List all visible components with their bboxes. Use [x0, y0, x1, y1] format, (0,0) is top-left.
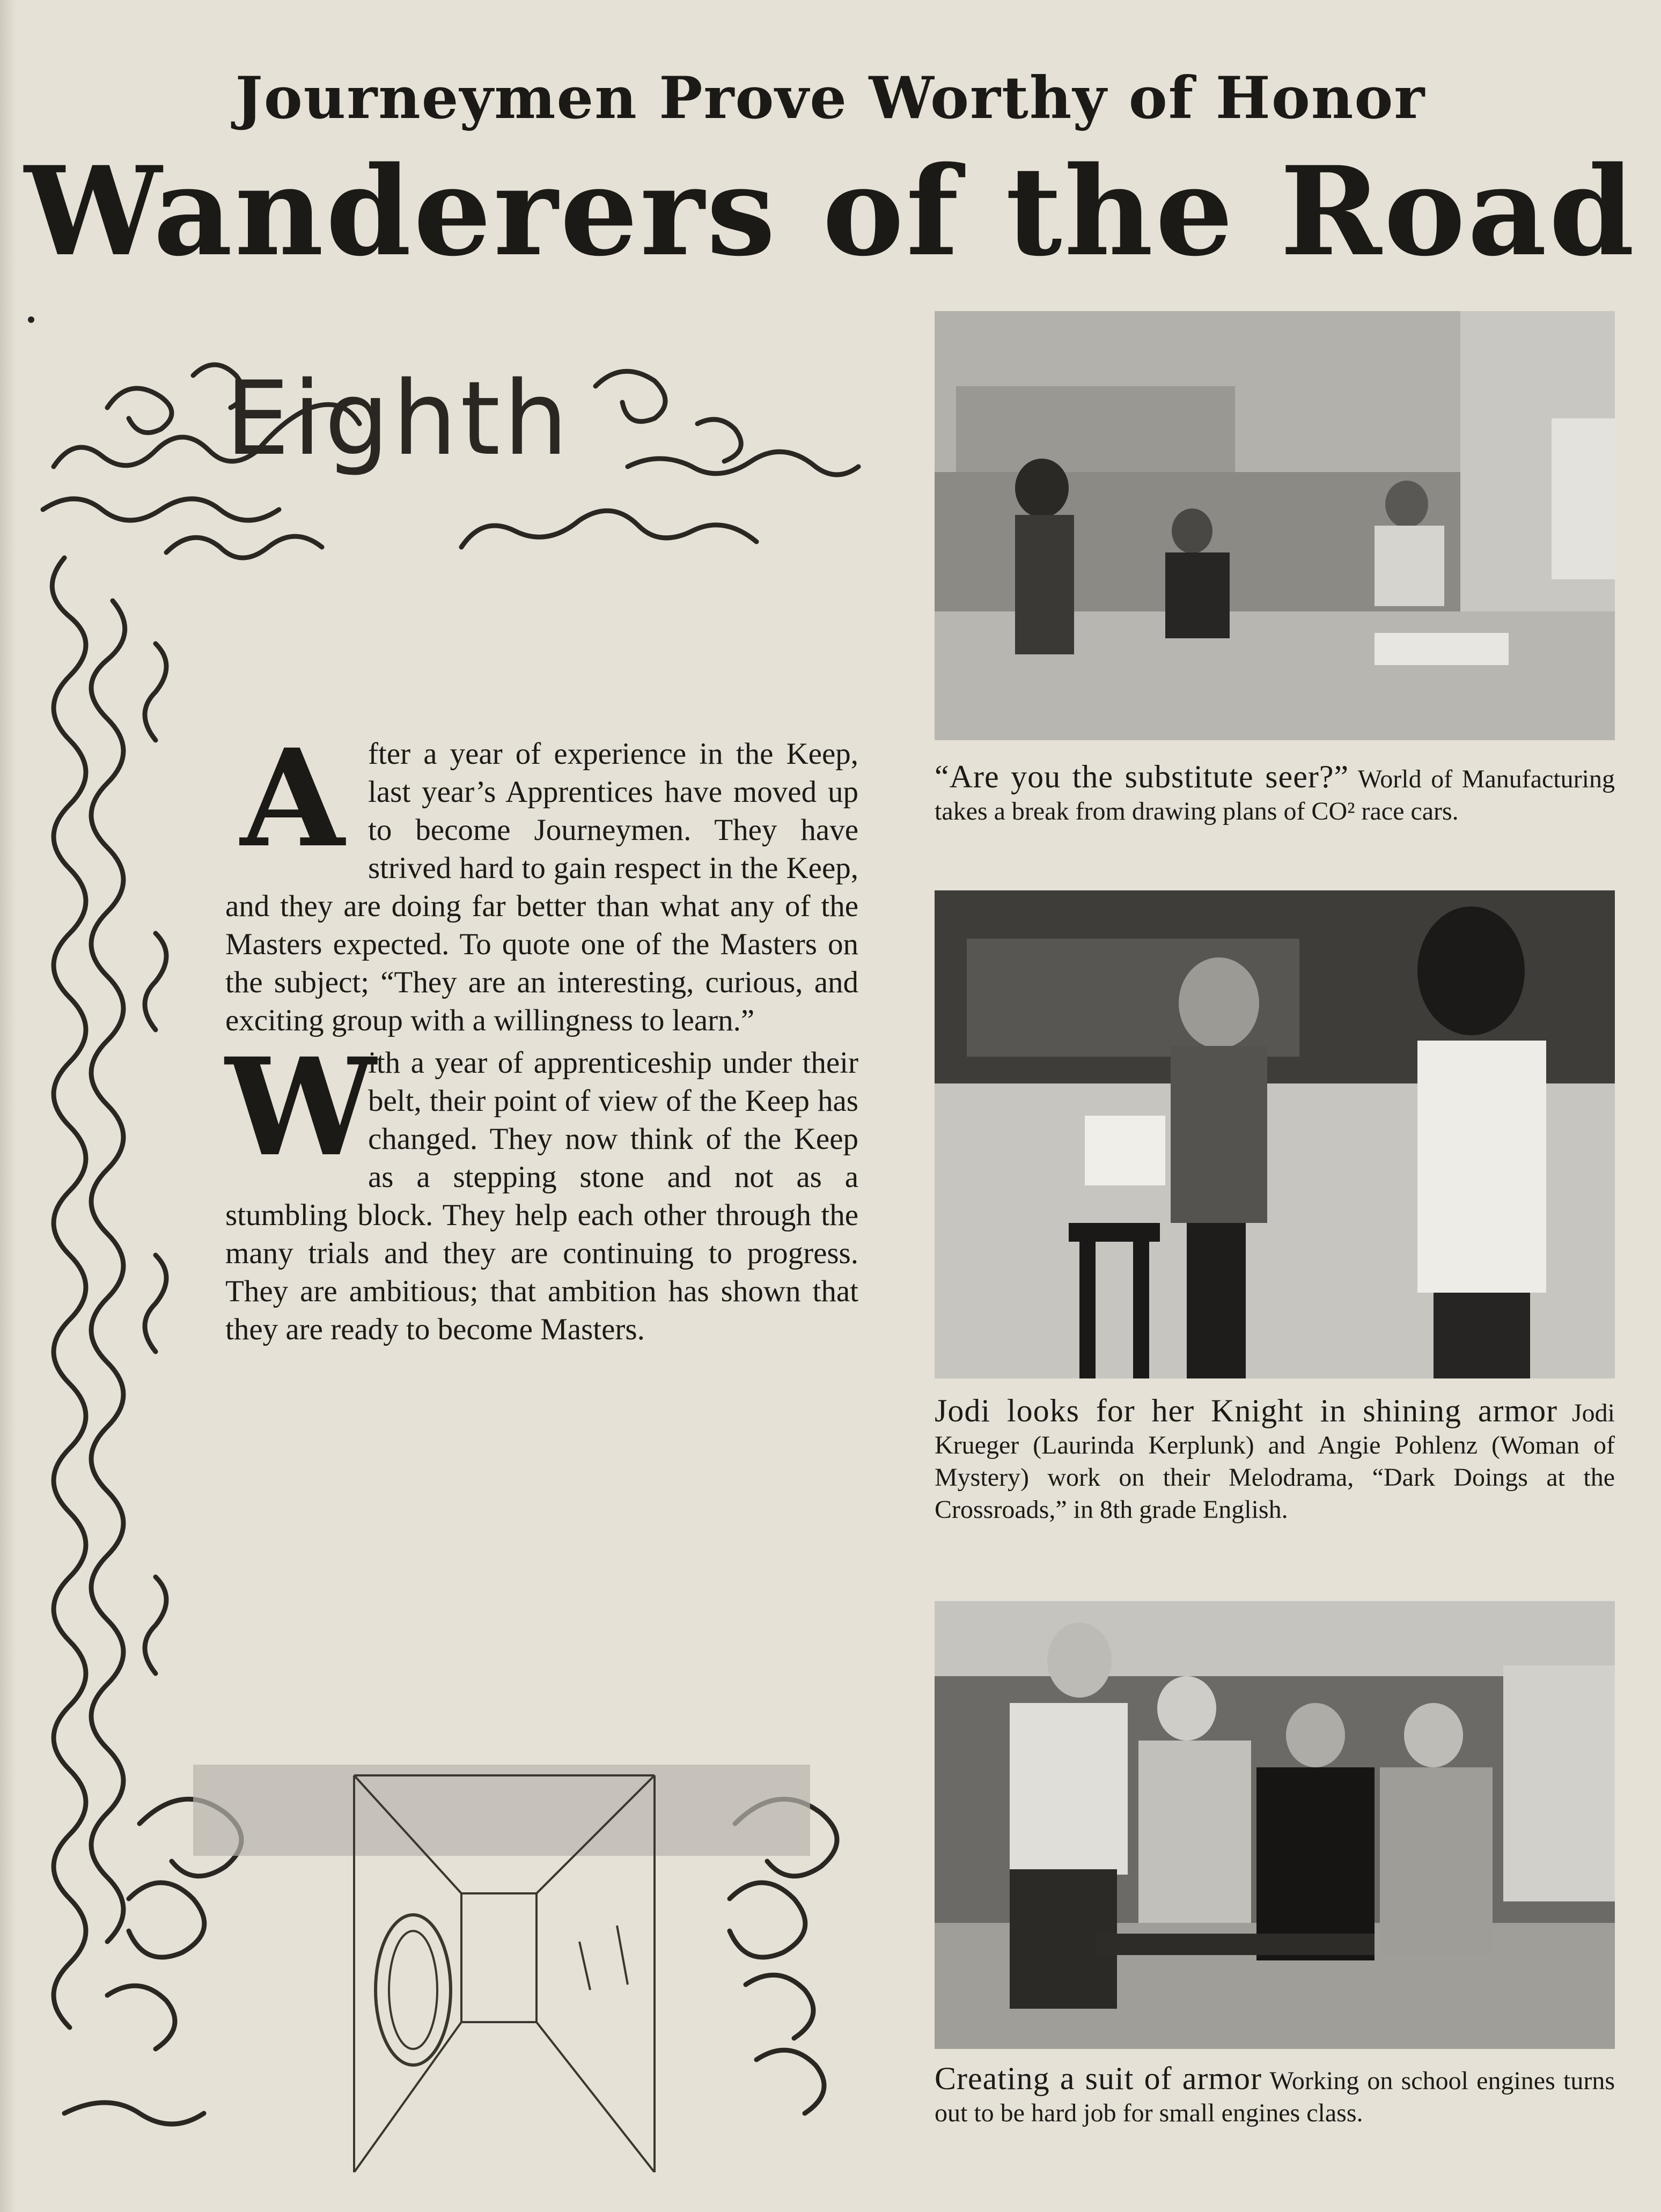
page-spine-shadow [0, 0, 16, 2212]
ink-dot [28, 316, 34, 323]
paragraph-2-text: ith a year of apprenticeship under their belt, their point of view of the Keep has changed. They now think of the Keep as a stepping stone and not as a stumbling block. They help each other through the many trials and they are continuing to progress. They are ambitious; that ambition has shown that they are ready to become Masters. [225, 1046, 858, 1346]
caption-2-lead: Jodi looks for her Knight in shining armor [935, 1393, 1558, 1428]
caption-1-lead: “Are you the substitute seer?” [935, 759, 1349, 794]
photo-small-engines-class [935, 1601, 1615, 2049]
page-subtitle: Journeymen Prove Worthy of Honor [235, 64, 1426, 132]
caption-photo-1 [935, 761, 1615, 828]
caption-3-text: Working on school engines turns out to be hard job for small engines class. [935, 2067, 1615, 2127]
caption-1-text: World of Manufacturing takes a break from drawing plans of CO² race cars. [935, 765, 1615, 825]
paragraph-1-text: fter a year of experience in the Keep, last year’s Apprentices have moved up to become Journeymen. They have strived hard to gain respect in the Keep, and they are doing far better than what any of the Masters expected. To quote one of the Masters on the subject; “They are an interesting, curious, and exciting group with a willingness to learn.” [225, 737, 858, 1037]
caption-3-lead: Creating a suit of armor [935, 2061, 1262, 2096]
drop-cap-w: W [225, 1028, 376, 1186]
corridor-sketch-illustration [193, 1765, 810, 2172]
article-paragraph-2 [225, 1028, 858, 1348]
photo-manufacturing-class [935, 311, 1615, 740]
caption-photo-3 [935, 2062, 1615, 2129]
photo-melodrama-rehearsal [935, 890, 1615, 1378]
caption-2-text: Jodi Krueger (Laurinda Kerplunk) and Angie Pohlenz (Woman of Mystery) work on their Melodrama, “Dark Doings at the Crossroads,” in 8th grade English. [935, 1399, 1615, 1524]
article-body [225, 719, 858, 1348]
caption-photo-2 [935, 1395, 1615, 1526]
page-title: Wanderers of the Road [24, 139, 1637, 283]
eighth-hand-lettering: Eighth [225, 359, 571, 478]
article-paragraph-1 [225, 719, 858, 1039]
drop-cap-a: A [240, 719, 344, 877]
